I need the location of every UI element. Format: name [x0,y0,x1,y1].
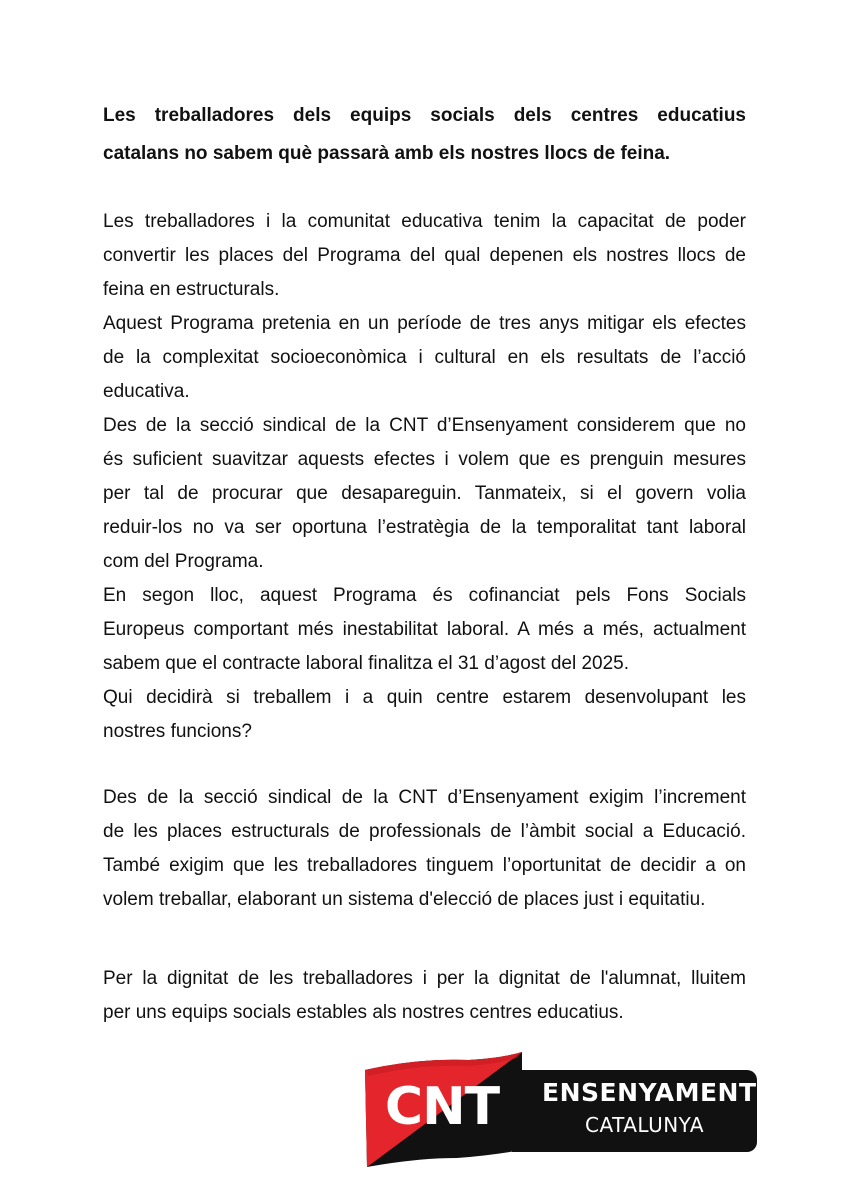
logo-banner [512,1070,757,1152]
text-line: convertir les places del Programa del qual depenen els nostres llocs de [103,245,746,266]
text-line: També exigim que les treballadores tinguem l’oportunitat de decidir a on [103,855,746,876]
logo-catalunya-text: CATALUNYA [584,1113,705,1137]
text-line: Per la dignitat de les treballadores i per la dignitat de l'alumnat, lluitem [103,968,746,989]
headline-line: catalans no sabem què passarà amb els nostres llocs de feina. [103,143,671,164]
text-line: nostres funcions? [103,721,252,742]
logo-cnt-text: CNT [384,1077,500,1137]
text-line: Europeus comportant més inestabilitat laboral. A més a més, actualment [103,619,746,640]
text-line: volem treballar, elaborant un sistema d'elecció de places just i equitatiu. [103,889,706,910]
text-line: En segon lloc, aquest Programa és cofinanciat pels Fons Socials [103,585,746,606]
text-line: per uns equips socials estables als nostres centres educatius. [103,1002,624,1023]
logo-ensenyament-text: ENSENYAMENT [542,1078,757,1107]
text-line: Des de la secció sindical de la CNT d’Ensenyament exigim l’increment [103,787,746,808]
text-line: Aquest Programa pretenia en un període de tres anys mitigar els efectes [103,313,746,334]
logo-flag [357,1052,527,1167]
text-line: sabem que el contracte laboral finalitza el 31 d’agost del 2025. [103,653,630,674]
paragraph-section-2 [103,781,746,917]
text-line: reduir-los no va ser oportuna l’estratègia de la temporalitat tant laboral [103,517,746,538]
text-line: de la complexitat socioeconòmica i cultural en els resultats de l’acció [103,347,746,368]
text-line: Des de la secció sindical de la CNT d’Ensenyament considerem que no [103,415,746,436]
text-line: és suficient suavitzar aquests efectes i volem que es prenguin mesures [103,449,746,470]
text-line: educativa. [103,381,190,402]
paragraph-section-1 [103,205,746,749]
paragraph-section-3 [103,962,746,1030]
headline [103,97,746,173]
cnt-ensenyament-logo [357,1052,757,1167]
text-line: Les treballadores i la comunitat educativa tenim la capacitat de poder [103,211,746,232]
text-line: Qui decidirà si treballem i a quin centre estarem desenvolupant les [103,687,746,708]
text-line: com del Programa. [103,551,264,572]
text-line: feina en estructurals. [103,279,280,300]
headline-line: Les treballadores dels equips socials dels centres educatius [103,105,746,126]
text-line: per tal de procurar que desapareguin. Tanmateix, si el govern volia [103,483,746,504]
text-line: de les places estructurals de professionals de l’àmbit social a Educació. [103,821,746,842]
